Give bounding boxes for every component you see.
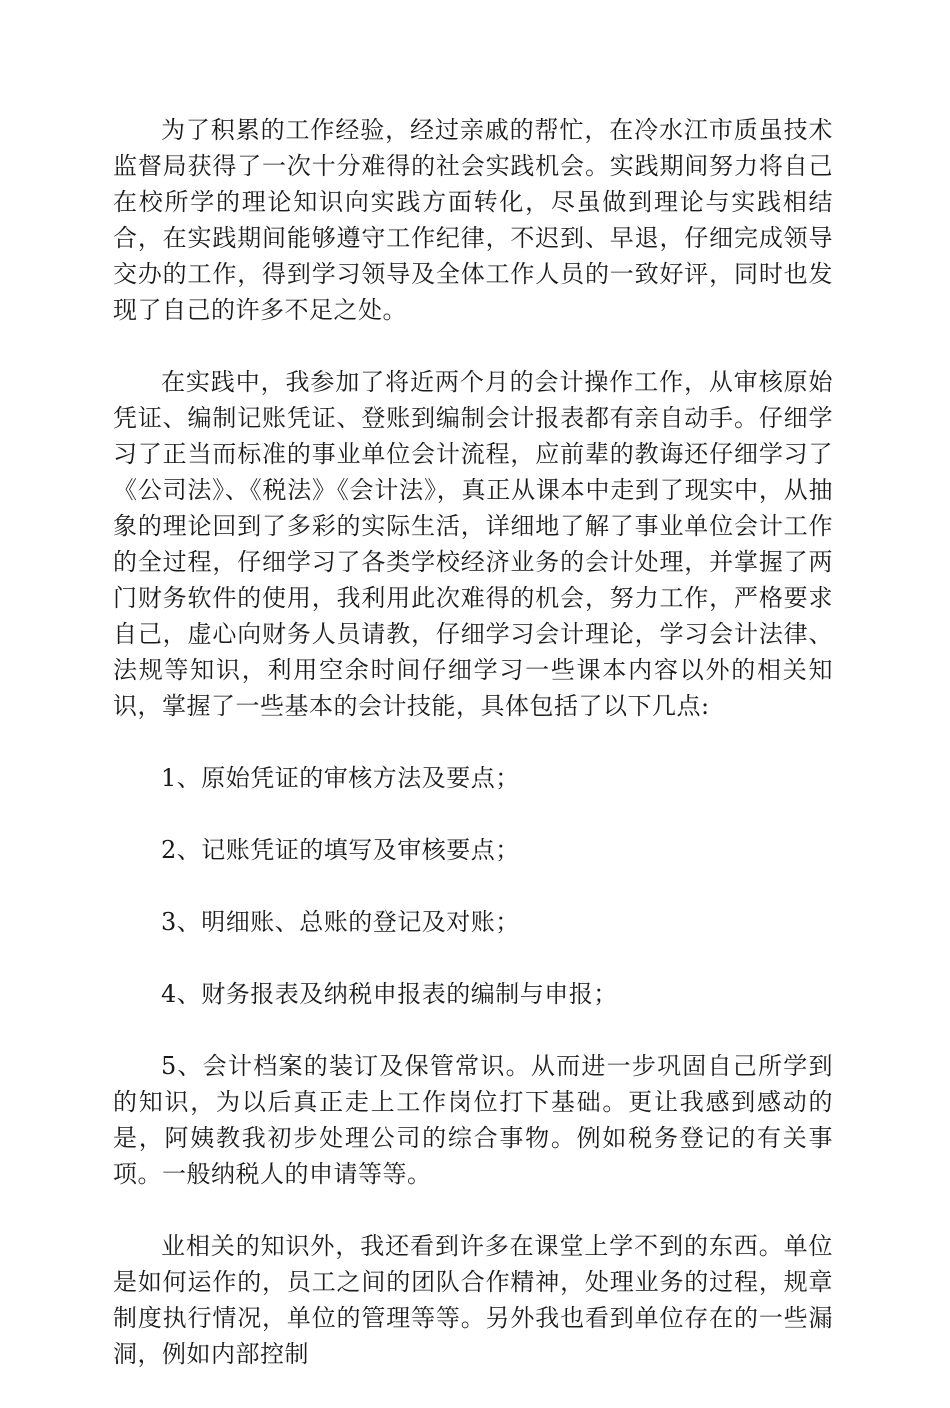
document-body xyxy=(113,112,833,1408)
list-item: 4、财务报表及纳税申报表的编制与申报； xyxy=(161,980,618,1008)
paragraph-archive: 5、会计档案的装订及保管常识。从而进一步巩固自己所学到的知识，为以后真正走上工作岗位打下基础。更让我感到感动的是，阿姨教我初步处理公司的综合事物。例如税务登记的有关事项。一般纳税人的申请等等。 xyxy=(113,1052,833,1188)
paragraph-intro: 为了积累的工作经验，经过亲戚的帮忙，在冷水江市质虽技术监督局获得了一次十分难得的社会实践机会。实践期间努力将自己在校所学的理论知识向实践方面转化，尽虽做到理论与实践相结合，在实践期间能够遵守工作纪律，不迟到、早退，仔细完成领导交办的工作，得到学习领导及全体工作人员的一致好评，同时也发现了自己的许多不足之处。 xyxy=(113,116,833,324)
paragraph-practice: 在实践中，我参加了将近两个月的会计操作工作，从审核原始凭证、编制记账凭证、登账到编制会计报表都有亲自动手。仔细学习了正当而标准的事业单位会计流程，应前辈的教诲还仔细学习了《公司法》、《税法》《会计法》，真正从课本中走到了现实中，从抽象的理论回到了多彩的实际生活，详细地了解了事业单位会计工作的全过程，仔细学习了各类学校经济业务的会计处理，并掌握了两门财务软件的使用，我利用此次难得的机会，努力工作，严格要求自己，虚心向财务人员请教，仔细学习会计理论，学习会计法律、法规等知识，利用空余时间仔细学习一些课本内容以外的相关知识，掌握了一些基本的会计技能，具体包括了以下几点: xyxy=(113,368,833,720)
paragraph-observations: 业相关的知识外，我还看到许多在课堂上学不到的东西。单位是如何运作的，员工之间的团队合作精神，处理业务的过程，规章制度执行情况，单位的管理等等。另外我也看到单位存在的一些漏洞，例如内部控制 xyxy=(113,1232,833,1368)
list-item: 1、原始凭证的审核方法及要点； xyxy=(161,764,520,792)
list-item: 3、明细账、总账的登记及对账； xyxy=(161,908,520,936)
list-item: 2、记账凭证的填写及审核要点； xyxy=(161,836,520,864)
